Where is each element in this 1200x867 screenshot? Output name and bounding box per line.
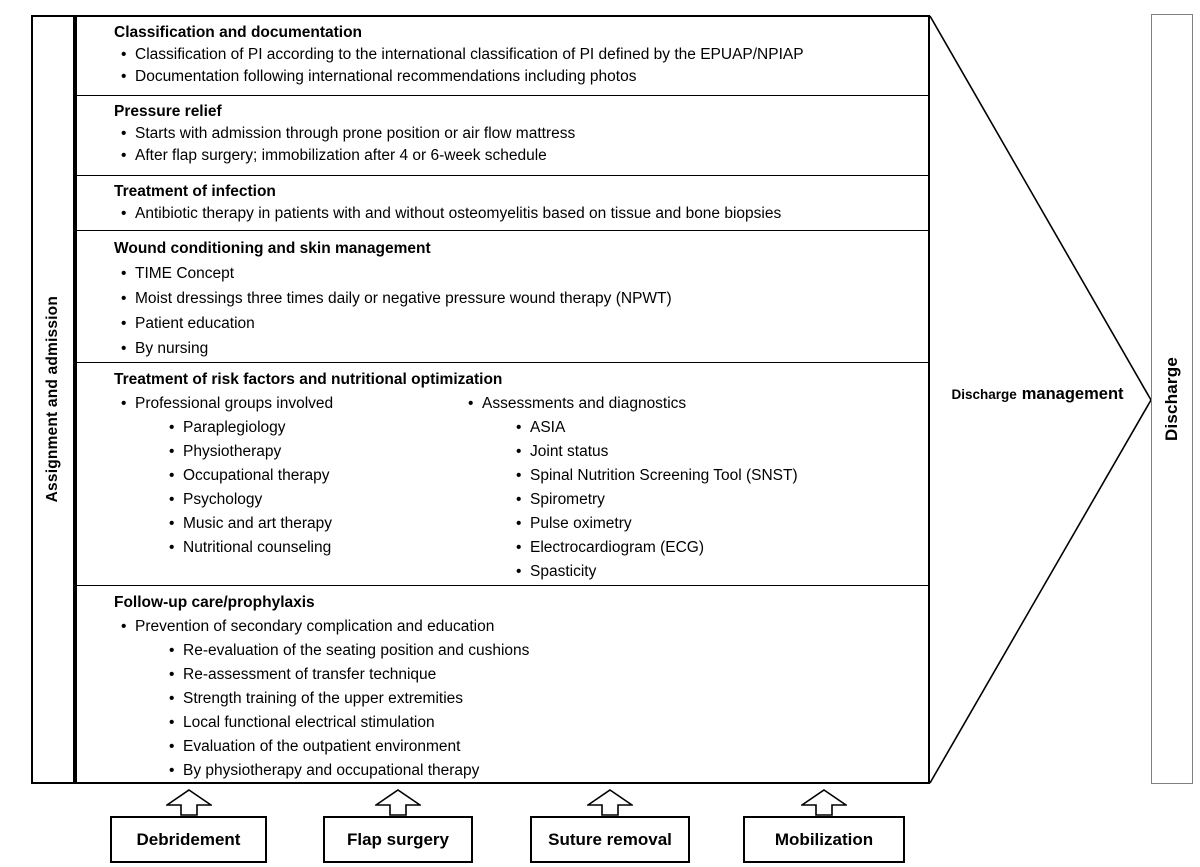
treatment-sections-box (75, 15, 930, 784)
sub-bullet-item: • Spinal Nutrition Screening Tool (SNST) (509, 464, 916, 488)
section-title: Treatment of infection (114, 183, 276, 200)
sub-bullet-item: • Evaluation of the outpatient environment (162, 735, 916, 759)
sub-bullet-item: • Pulse oximetry (509, 512, 916, 536)
up-arrow-icon (375, 789, 421, 816)
bullet-item: • Prevention of secondary complication and education (114, 615, 916, 639)
discharge-bar (1151, 14, 1193, 784)
section-risk-factors (77, 362, 928, 585)
up-arrow-icon (587, 789, 633, 816)
bullet-item: • By nursing (114, 336, 916, 361)
milestone-flap-surgery (323, 789, 473, 863)
bullet-item: • Starts with admission through prone position or air flow mattress (114, 123, 916, 145)
discharge-management-label-part1: Discharge (951, 387, 1017, 402)
sub-bullet-item: • Music and art therapy (162, 512, 461, 536)
sub-bullet-item: • Strength training of the upper extremities (162, 687, 916, 711)
milestone-debridement (110, 789, 267, 863)
sub-bullet-item: • Spasticity (509, 560, 916, 584)
bullet-item: • Moist dressings three times daily or negative pressure wound therapy (NPWT) (114, 286, 916, 311)
discharge-management-label-part2: management (1021, 385, 1124, 403)
section-pressure-relief (77, 95, 928, 175)
sub-bullet-item: • Re-evaluation of the seating position and cushions (162, 639, 916, 663)
sub-bullet-item: • Physiotherapy (162, 440, 461, 464)
milestone-label: Flap surgery (346, 829, 450, 849)
sub-bullet-item: • By physiotherapy and occupational therapy (162, 759, 916, 782)
sub-bullet-item: • Re-assessment of transfer technique (162, 663, 916, 687)
section-follow-up-care (77, 585, 928, 782)
milestone-box-debridement (110, 816, 267, 863)
assignment-admission-bar (31, 15, 75, 784)
bullet-item: • Antibiotic therapy in patients with and without osteomyelitis based on tissue and bone biopsies (114, 203, 916, 225)
bullet-item: • Documentation following international recommendations including photos (114, 66, 916, 88)
sub-bullet-item: • Paraplegiology (162, 416, 461, 440)
sub-bullet-item: • Occupational therapy (162, 464, 461, 488)
section-title: Follow-up care/prophylaxis (114, 594, 315, 611)
sub-bullet-item: • Electrocardiogram (ECG) (509, 536, 916, 560)
section-title: Classification and documentation (114, 24, 363, 41)
section-title: Pressure relief (114, 103, 222, 120)
section-title: Treatment of risk factors and nutritional optimization (114, 371, 503, 388)
bullet-item: • Professional groups involved (114, 392, 461, 416)
milestone-suture-removal (530, 789, 690, 863)
bullet-item: • Assessments and diagnostics (461, 392, 916, 416)
sub-bullet-item: • Psychology (162, 488, 461, 512)
sub-bullet-item: • Local functional electrical stimulation (162, 711, 916, 735)
section-classification (77, 17, 928, 95)
bullet-item: • Classification of PI according to the international classification of PI defined by the EPUAP/NPIAP (114, 44, 916, 66)
up-arrow-icon (166, 789, 212, 816)
sub-bullet-item: • ASIA (509, 416, 916, 440)
bullet-item: • Patient education (114, 311, 916, 336)
up-arrow-icon (801, 789, 847, 816)
milestone-label: Debridement (136, 829, 241, 849)
section-wound-conditioning (77, 230, 928, 362)
sub-bullet-item: • Nutritional counseling (162, 536, 461, 560)
milestone-label: Suture removal (548, 829, 672, 849)
sub-bullet-item: • Joint status (509, 440, 916, 464)
milestone-label: Mobilization (774, 829, 874, 849)
discharge-label: Discharge (1162, 356, 1181, 441)
bullet-item: • After flap surgery; immobilization after 4 or 6-week schedule (114, 145, 916, 167)
bullet-item: • TIME Concept (114, 261, 916, 286)
milestone-box-mobilization (743, 816, 905, 863)
assignment-admission-label: Assignment and admission (44, 296, 61, 503)
sub-bullet-item: • Spirometry (509, 488, 916, 512)
milestone-box-suture-removal (530, 816, 690, 863)
assessments-column (461, 392, 916, 584)
discharge-management-label (935, 385, 1140, 413)
section-title: Wound conditioning and skin management (114, 240, 431, 257)
section-treatment-of-infection (77, 175, 928, 230)
milestone-box-flap-surgery (323, 816, 473, 863)
milestone-mobilization (743, 789, 905, 863)
risk-factors-columns (114, 392, 916, 584)
professional-groups-column (114, 392, 461, 584)
